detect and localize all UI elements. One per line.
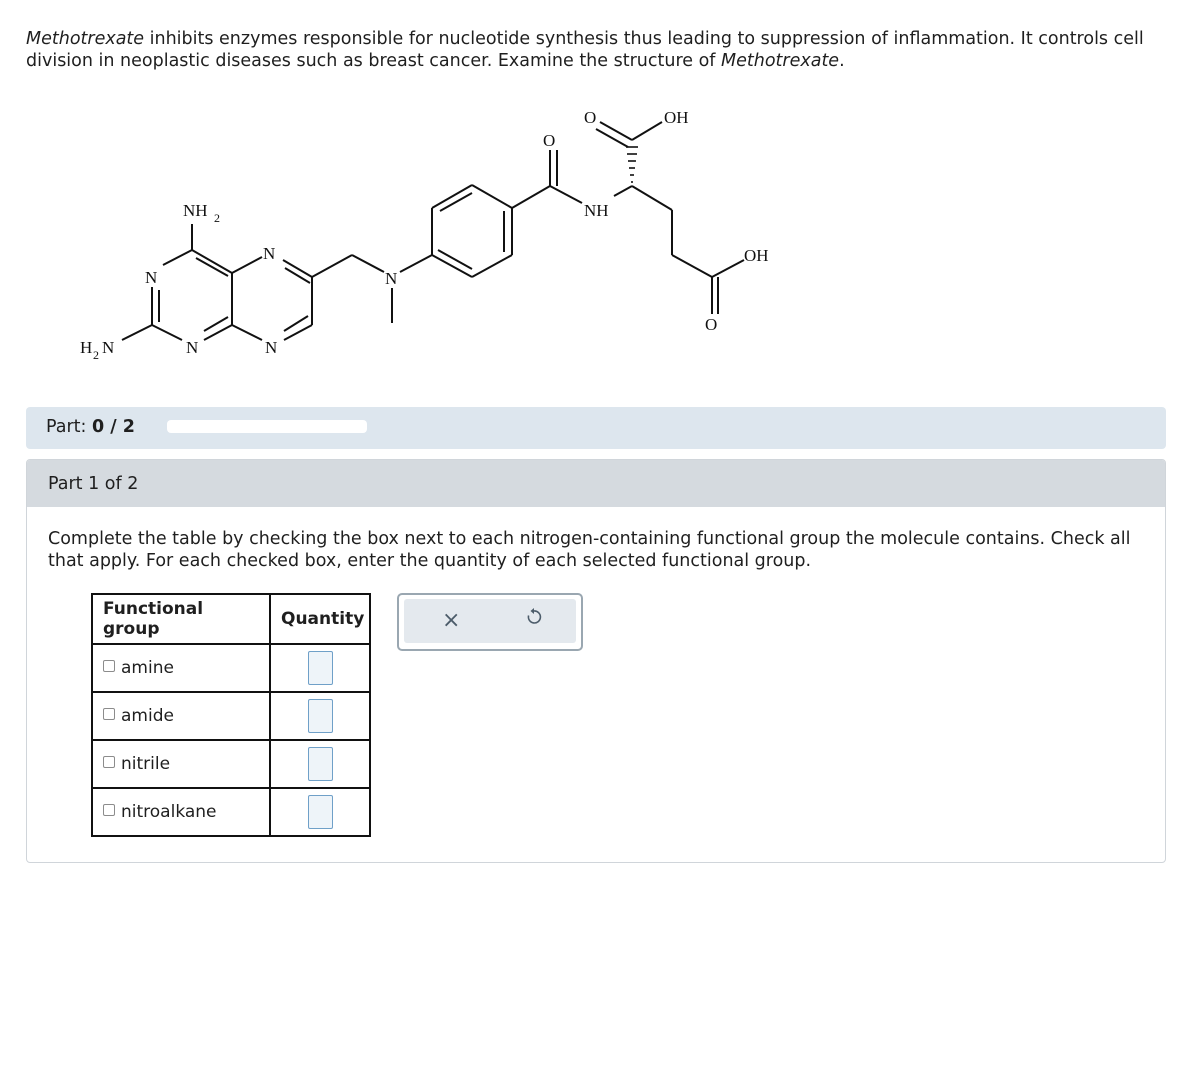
methotrexate-structure: [60, 95, 780, 375]
row-label: nitroalkane: [121, 802, 217, 822]
svg-text:H: H: [80, 338, 93, 357]
table-row: [92, 740, 370, 788]
svg-text:2: 2: [93, 348, 99, 362]
svg-text:O: O: [543, 131, 556, 150]
row-label: amide: [121, 706, 174, 726]
drug-name: Methotrexate: [26, 29, 145, 49]
row-label: nitrile: [121, 754, 171, 774]
svg-text:N: N: [186, 338, 199, 357]
svg-text:N: N: [145, 268, 158, 287]
svg-text:NH: NH: [183, 201, 208, 220]
nitrile-checkbox[interactable]: [103, 756, 115, 768]
svg-text:O: O: [584, 108, 597, 127]
svg-text:N: N: [265, 338, 278, 357]
table-row: [92, 692, 370, 740]
svg-text:OH: OH: [664, 108, 689, 127]
close-icon[interactable]: ×: [442, 608, 461, 633]
nitroalkane-checkbox[interactable]: [103, 804, 115, 816]
amine-checkbox[interactable]: [103, 660, 115, 672]
svg-text:NH: NH: [584, 201, 609, 220]
functional-group-table: [91, 593, 371, 837]
undo-icon[interactable]: [526, 607, 542, 629]
intro-text: inhibits enzymes responsible for nucleotide synthesis thus leading to suppression of inflammation. It controls cell division in neoplastic diseases such as breast cancer. Examine the structure of: [26, 29, 1144, 71]
answer-tools-panel: [404, 599, 576, 643]
progress-track: [167, 420, 367, 433]
part-header-label: Part 1 of 2: [48, 474, 139, 494]
nitroalkane-quantity-input[interactable]: [308, 795, 333, 829]
table-row: [92, 788, 370, 836]
table-row: [92, 644, 370, 692]
nitrile-quantity-input[interactable]: [308, 747, 333, 781]
amide-quantity-input[interactable]: [308, 699, 333, 733]
problem-intro: [26, 28, 1166, 72]
part-progress-label: Part: 0 / 2: [46, 417, 135, 437]
svg-text:O: O: [705, 315, 718, 334]
row-label: amine: [121, 658, 174, 678]
svg-text:N: N: [102, 338, 115, 357]
amide-checkbox[interactable]: [103, 708, 115, 720]
question-text: Complete the table by checking the box next to each nitrogen-containing functional group the molecule contains. Check all that apply. For each checked box, enter the quantity of each selected functional group.: [48, 529, 1131, 571]
svg-text:OH: OH: [744, 246, 769, 265]
answer-tools: [397, 593, 583, 651]
svg-text:N: N: [385, 269, 398, 288]
amine-quantity-input[interactable]: [308, 651, 333, 685]
part-progress-value: 0 / 2: [92, 417, 135, 437]
part-header: [27, 460, 1165, 507]
intro-end: .: [839, 51, 845, 71]
column-header-group: Functional group: [92, 594, 270, 644]
question-card: [26, 459, 1166, 863]
svg-text:2: 2: [214, 211, 220, 225]
drug-name-2: Methotrexate: [721, 51, 840, 71]
column-header-quantity: Quantity: [270, 594, 370, 644]
svg-text:N: N: [263, 244, 276, 263]
